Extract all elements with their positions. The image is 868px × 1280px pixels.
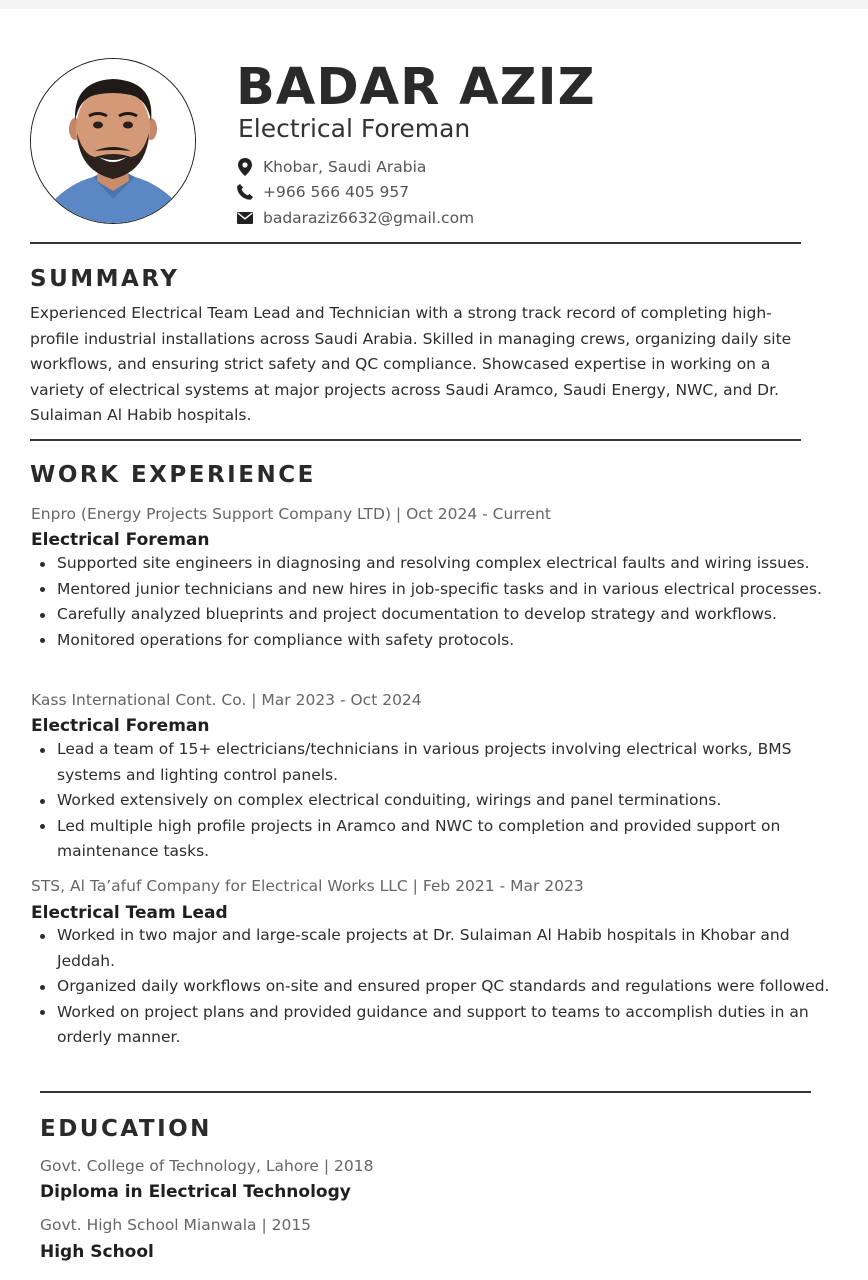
education-1-meta: Govt. College of Technology, Lahore | 2018 [40,1157,374,1175]
job-1-meta: Enpro (Energy Projects Support Company LTD) | Oct 2024 - Current [31,505,551,523]
education-1-title: Diploma in Electrical Technology [40,1182,351,1202]
job-2-title: Electrical Foreman [31,716,210,736]
header-divider [30,242,801,244]
list-item: Worked in two major and large-scale projects at Dr. Sulaiman Al Habib hospitals in Khobar and Jeddah. [31,923,831,974]
candidate-title: Electrical Foreman [238,114,471,143]
list-item: Organized daily workflows on-site and ensured proper QC standards and regulations were followed. [31,974,831,1000]
location-text: Khobar, Saudi Arabia [263,158,427,176]
education-2-title: High School [40,1242,154,1262]
summary-heading: SUMMARY [30,266,180,292]
list-item: Lead a team of 15+ electricians/technicians in various projects involving electrical works, BMS systems and lighting control panels. [31,737,831,788]
summary-divider [30,439,801,441]
job-1-title: Electrical Foreman [31,530,210,550]
experience-divider [40,1091,811,1093]
list-item: Supported site engineers in diagnosing and resolving complex electrical faults and wiring issues. [31,551,831,577]
work-experience-heading: WORK EXPERIENCE [30,462,316,488]
job-1-bullets [31,551,831,653]
profile-photo [30,58,196,224]
phone-text[interactable]: +966 566 405 957 [263,183,410,201]
job-2-bullets [31,737,831,865]
list-item: Led multiple high profile projects in Aramco and NWC to completion and provided support on maintenance tasks. [31,814,831,865]
list-item: Carefully analyzed blueprints and project documentation to develop strategy and workflows. [31,602,831,628]
contact-phone [236,181,409,203]
job-3-bullets [31,923,831,1051]
education-2-meta: Govt. High School Mianwala | 2015 [40,1216,312,1234]
job-3-title: Electrical Team Lead [31,903,228,923]
list-item: Monitored operations for compliance with safety protocols. [31,628,831,654]
contact-location [236,156,426,178]
summary-text: Experienced Electrical Team Lead and Technician with a strong track record of completing high-profile industrial installations across Saudi Arabia. Skilled in managing crews, organizing daily site workflows, and ensuring strict safety and QC compliance. Showcased expertise in working on a variety of electrical systems at major projects across Saudi Aramco, Saudi Energy, NWC, and Dr. Sulaiman Al Habib hospitals. [30,304,792,424]
job-3-meta: STS, Al Ta’afuf Company for Electrical Works LLC | Feb 2021 - Mar 2023 [31,877,584,895]
list-item: Worked extensively on complex electrical conduiting, wirings and panel terminations. [31,788,831,814]
candidate-name: BADAR AZIZ [236,58,596,117]
job-2-meta: Kass International Cont. Co. | Mar 2023 - Oct 2024 [31,691,422,709]
contact-email [236,207,474,229]
location-pin-icon [236,158,254,176]
list-item: Worked on project plans and provided guidance and support to teams to accomplish duties in an orderly manner. [31,1000,831,1051]
top-strip [0,0,868,9]
list-item: Mentored junior technicians and new hires in job-specific tasks and in various electrical processes. [31,577,831,603]
email-text[interactable]: badaraziz6632@gmail.com [263,209,475,227]
education-heading: EDUCATION [40,1116,212,1142]
email-icon [236,209,254,227]
phone-icon [236,183,254,201]
